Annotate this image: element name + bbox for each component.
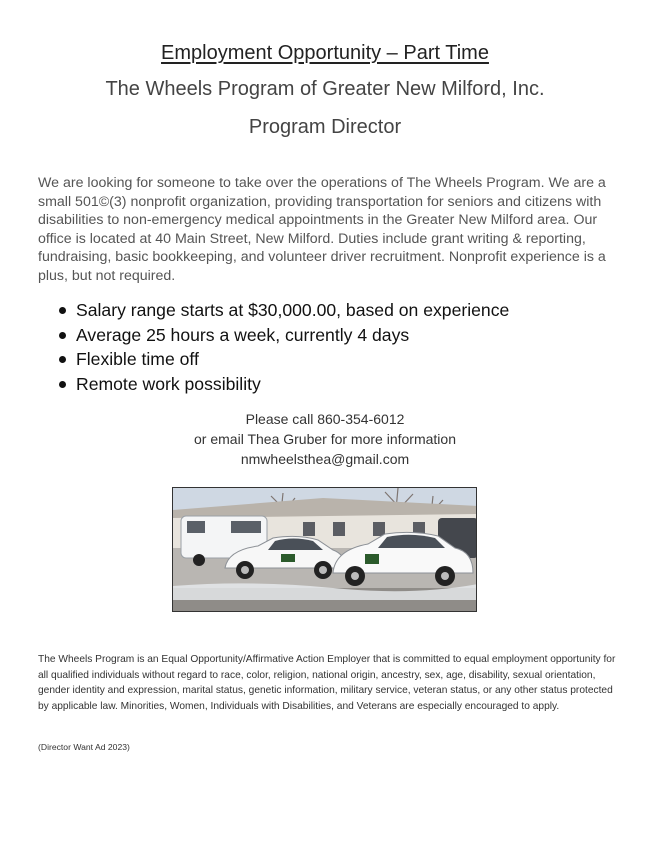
list-item	[38, 347, 618, 372]
benefits-list	[38, 298, 618, 396]
intro-paragraph: We are looking for someone to take over the operations of The Wheels Program. We are a small 501©(3) nonprofit organization, providing transportation for seniors and citizens with disabilities to non-emergency medical appointments in the Greater New Milford area. Our office is located at 40 Main Street, New Milford. Duties include grant writing & reporting, fundraising, basic bookkeeping, and volunteer driver recruitment. Nonprofit experience is a plus, but not required.	[38, 175, 606, 284]
list-item	[38, 298, 618, 323]
list-item-text: Flexible time off	[76, 349, 199, 370]
vehicles-photo	[172, 487, 477, 612]
contact-block	[0, 409, 650, 469]
contact-phone: Please call 860-354-6012	[245, 411, 405, 427]
bullet-icon	[59, 356, 66, 363]
eeo-statement: The Wheels Program is an Equal Opportunity/Affirmative Action Employer that is committed to equal employment opportunity for all qualified individuals without regard to race, color, religion, national origin, ancestry, sex, age, disability, sexual orientation, gender identity and expression, marital status, genetic information, military service, veteran status, or any other status protected by applicable law. Minorities, Women, Individuals with Disabilities, and Veterans are especially encouraged to apply.	[38, 654, 616, 712]
footnote: (Director Want Ad 2023)	[38, 742, 130, 752]
bullet-icon	[59, 332, 66, 339]
vehicles-photo-illustration	[173, 488, 477, 612]
contact-email[interactable]: nmwheelsthea@gmail.com	[240, 451, 410, 467]
organization-name: The Wheels Program of Greater New Milford, Inc.	[105, 78, 545, 100]
list-item-text: Remote work possibility	[76, 373, 261, 394]
bullet-icon	[59, 307, 66, 314]
contact-email-note: or email Thea Gruber for more information	[194, 431, 456, 447]
list-item-text: Average 25 hours a week, currently 4 days	[76, 324, 410, 345]
list-item-text: Salary range starts at $30,000.00, based on experience	[76, 300, 510, 320]
page-title: Employment Opportunity – Part Time	[161, 42, 489, 64]
list-item	[38, 372, 618, 397]
bullet-icon	[59, 381, 66, 388]
list-item	[38, 323, 618, 348]
position-title: Program Director	[248, 116, 402, 138]
